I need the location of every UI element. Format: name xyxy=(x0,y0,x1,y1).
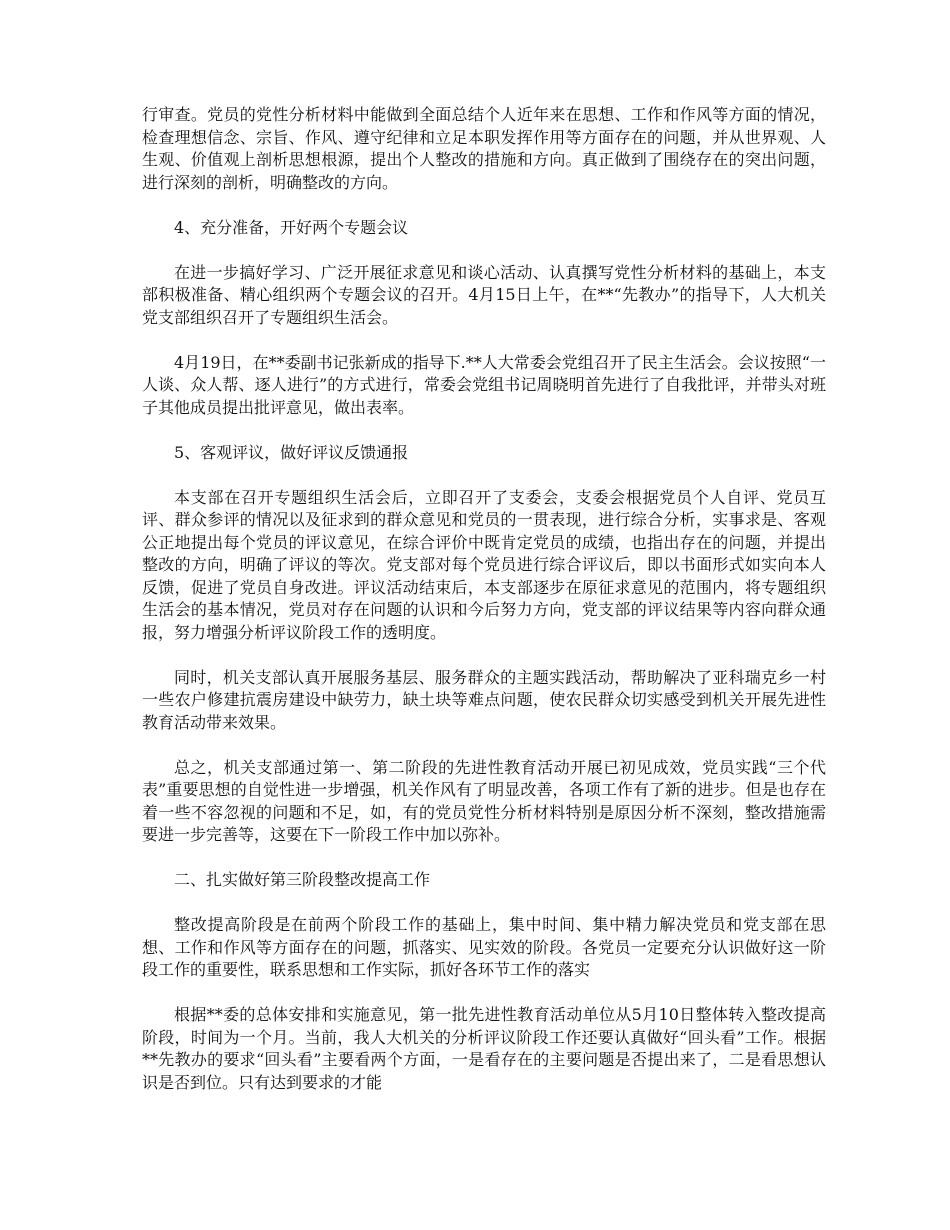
paragraph-rectification-stage: 整改提高阶段是在前两个阶段工作的基础上，集中时间、集中精力解决党员和党支部在思想、工作和作风等方面存在的问题，抓落实、见实效的阶段。各党员一定要充分认识做好这一阶段工作的重要性，联系思想和工作实际，抓好各环节工作的落实 xyxy=(142,915,826,979)
paragraph-summary: 总之，机关支部通过第一、第二阶段的先进性教育活动开展已初见成效，党员实践“三个代表”重要思想的自觉性进一步增强，机关作风有了明显改善，各项工作有了新的进步。但是也存在着一些不容忽视的问题和不足，如，有的党员党性分析材料特别是原因分析不深刻，整改措施需要进一步完善等，这要在下一阶段工作中加以弥补。 xyxy=(142,757,826,844)
section-heading-5: 5、客观评议，做好评议反馈通报 xyxy=(174,442,409,462)
paragraph-meeting-preparation: 在进一步搞好学习、广泛开展征求意见和谈心活动、认真撰写党性分析材料的基础上，本支部积极准备、精心组织两个专题会议的召开。4月15日上午，在**“先教办”的指导下，人大机关党支部组织召开了专题组织生活会。 xyxy=(142,262,826,327)
document-page xyxy=(142,104,826,1117)
paragraph-democratic-life-meeting: 4月19日，在**委副书记张新成的指导下.**人大常委会党组召开了民主生活会。会议按照“一人谈、众人帮、逐人进行”的方式进行，常委会党组书记周晓明首先进行了自我批评，并带头对班子其他成员提出批评意见，做出表率。 xyxy=(142,352,826,417)
section-heading-part-two: 二、扎实做好第三阶段整改提高工作 xyxy=(174,870,431,889)
section-heading-4: 4、充分准备，开好两个专题会议 xyxy=(174,217,409,237)
paragraph-arrangement: 根据**委的总体安排和实施意见，第一批先进性教育活动单位从5月10日整体转入整改提高阶段，时间为一个月。当前，我人大机关的分析评议阶段工作还要认真做好“回头看”工作。根据**先教办的要求“回头看”主要看两个方面，一是看存在的主要问题是否提出来了，二是看思想认识是否到位。只有达到要求的才能 xyxy=(142,1005,826,1092)
paragraph-evaluation-feedback: 本支部在召开专题组织生活会后，立即召开了支委会，支委会根据党员个人自评、党员互评、群众参评的情况以及征求到的群众意见和党员的一贯表现，进行综合分析，实事求是、客观公正地提出每个党员的评议意见，在综合评价中既肯定党员的成绩，也指出存在的问题，并提出整改的方向，明确了评议的等次。党支部对每个党员进行综合评议后，即以书面形式如实向本人反馈，促进了党员自身改进。评议活动结束后，本支部逐步在原征求意见的范围内，将专题组织生活会的基本情况，党员对存在问题的认识和今后努力方向，党支部的评议结果等内容向群众通报，努力增强分析评议阶段工作的透明度。 xyxy=(142,487,826,642)
paragraph-continuation: 行审查。党员的党性分析材料中能做到全面总结个人近年来在思想、工作和作风等方面的情况，检查理想信念、宗旨、作风、遵守纪律和立足本职发挥作用等方面存在的问题，并从世界观、人生观、价值观上剖析思想根源，提出个人整改的措施和方向。真正做到了围绕存在的突出问题，进行深刻的剖析，明确整改的方向。 xyxy=(142,105,826,192)
paragraph-service-activities: 同时，机关支部认真开展服务基层、服务群众的主题实践活动，帮助解决了亚科瑞克乡一村一些农户修建抗震房建设中缺劳力，缺土块等难点问题，使农民群众切实感受到机关开展先进性教育活动带来效果。 xyxy=(142,667,826,732)
